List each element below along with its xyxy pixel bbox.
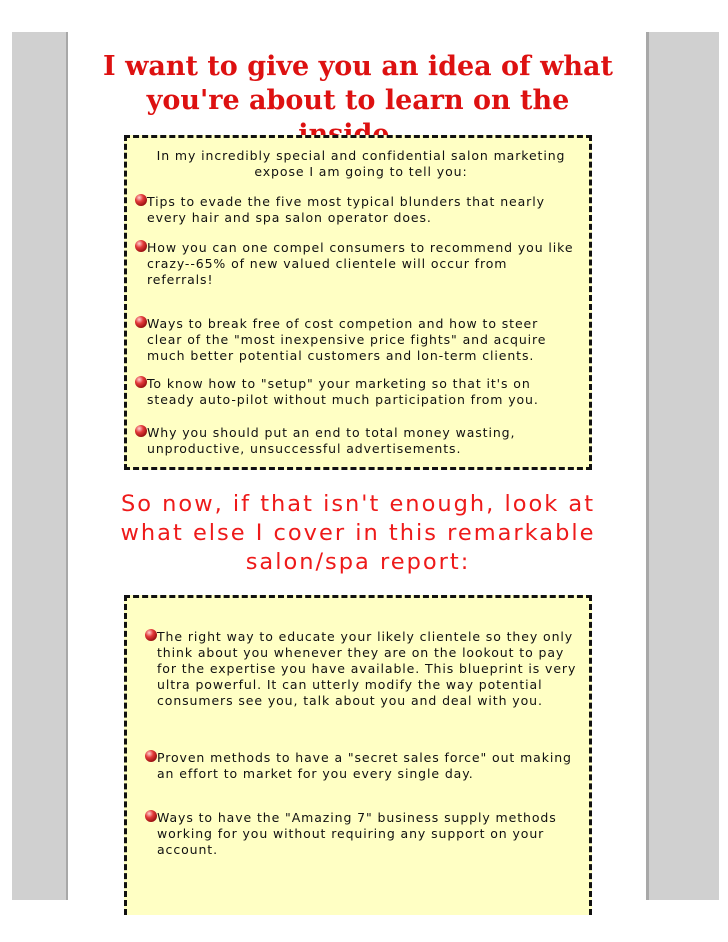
bullet-icon: [145, 629, 157, 641]
bullet-icon: [145, 750, 157, 762]
list-item-text: How you can one compel consumers to recommend you like crazy--65% of new valued clientele will occur from referrals!: [147, 240, 574, 287]
list-item-text: Proven methods to have a "secret sales force" out making an effort to market for you every single day.: [157, 750, 572, 781]
bullet-icon: [135, 376, 147, 388]
bullet-icon: [145, 810, 157, 822]
bullet-icon: [135, 425, 147, 437]
list-item-text: Ways to break free of cost competion and how to steer clear of the "most inexpensive price fights" and acquire much better potential customers and lon-term clients.: [147, 316, 547, 363]
left-gutter: [12, 32, 68, 900]
list-item: [147, 425, 577, 457]
list-item: [147, 240, 577, 288]
list-item: [157, 629, 577, 709]
benefits-intro: In my incredibly special and confidential salon marketing expose I am going to tell you:: [156, 148, 566, 179]
benefits-box: [124, 135, 592, 470]
page-heading: I want to give you an idea of what you're about to learn on the: [103, 51, 613, 116]
list-item-text: Why you should put an end to total money wasting, unproductive, unsuccessful advertisements.: [147, 425, 516, 456]
list-item-text: Ways to have the "Amazing 7" business supply methods working for you without requiring any support on your account.: [157, 810, 557, 857]
list-item: [157, 750, 577, 782]
list-item: [147, 376, 577, 408]
list-item-text: To know how to "setup" your marketing so that it's on steady auto-pilot without much participation from you.: [147, 376, 539, 407]
list-item: [147, 194, 577, 226]
report-contents-box: [124, 595, 592, 915]
list-item: [157, 810, 577, 858]
bullet-icon: [135, 194, 147, 206]
right-gutter: [646, 32, 719, 900]
list-item-text: Tips to evade the five most typical blunders that nearly every hair and spa salon operator does.: [147, 194, 545, 225]
list-item: [147, 316, 577, 364]
bullet-icon: [135, 240, 147, 252]
bullet-icon: [135, 316, 147, 328]
list-item-text: The right way to educate your likely clientele so they only think about you whenever they are on the lookout to pay for the expertise you have available. This blueprint is very ultra powerful. It can utterly modify the way potential consumers see you, talk about you and deal with you.: [157, 629, 577, 708]
section-subheading: So now, if that isn't enough, look at what else I cover in this remarkable salon/spa report:: [120, 491, 596, 575]
